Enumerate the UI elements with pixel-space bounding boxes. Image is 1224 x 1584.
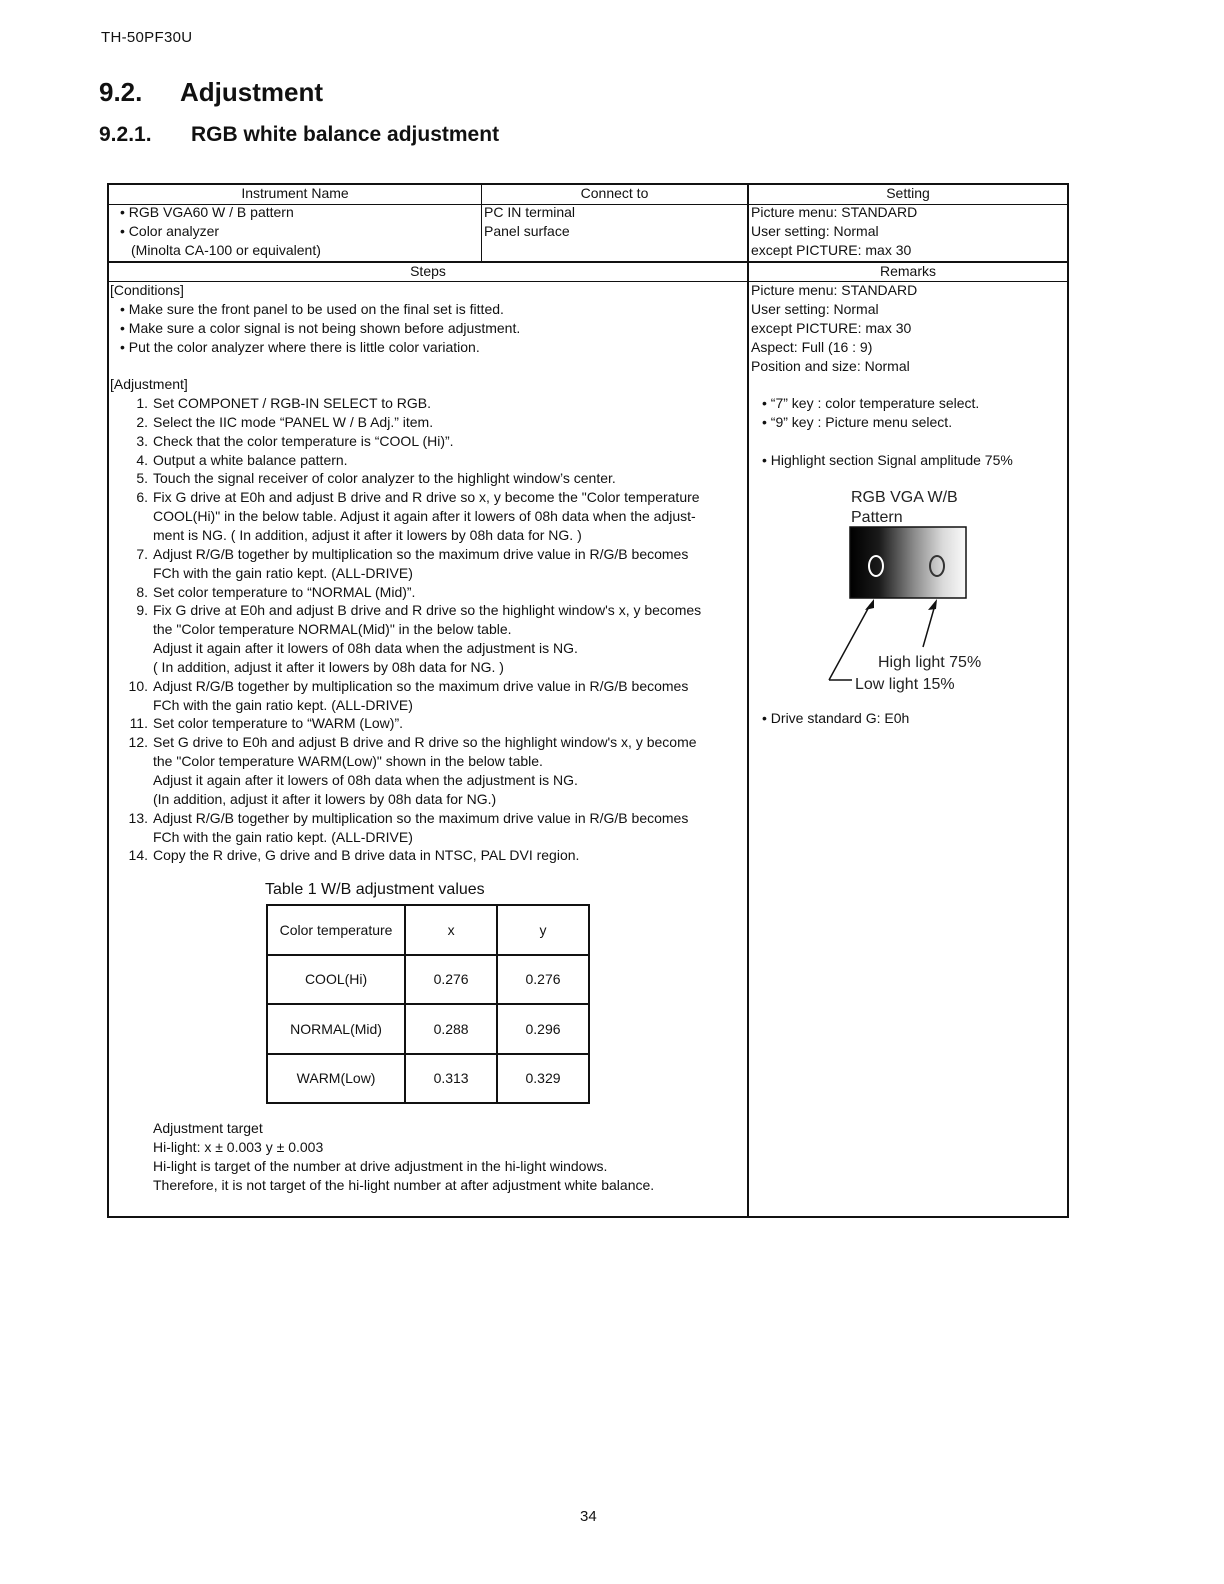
table-row bbox=[267, 1004, 589, 1054]
subsection-number: 9.2.1. bbox=[99, 123, 152, 146]
table-header-row bbox=[267, 905, 589, 955]
subsection-title: RGB white balance adjustment bbox=[191, 123, 500, 146]
target-line: Hi-light: x ± 0.003 y ± 0.003 bbox=[153, 1139, 324, 1155]
step-text: Check that the color temperature is “COOL (Hi)”. bbox=[153, 432, 454, 449]
table-cell: 0.276 bbox=[497, 955, 589, 1005]
instrument-name-header: Instrument Name bbox=[241, 185, 349, 201]
target-line: Therefore, it is not target of the hi-light number at after adjustment white balance. bbox=[153, 1177, 655, 1193]
setting-line: except PICTURE: max 30 bbox=[751, 242, 912, 258]
connect-line: PC IN terminal bbox=[484, 204, 576, 220]
table-cell: WARM(Low) bbox=[267, 1054, 405, 1104]
step-number: 4. bbox=[136, 451, 148, 468]
table-cell: 0.296 bbox=[497, 1004, 589, 1054]
setting-header: Setting bbox=[886, 185, 930, 201]
step-text: Adjust R/G/B together by multiplication so the maximum drive value in R/G/B becomes bbox=[153, 809, 689, 826]
remark-drive-standard: • Drive standard G: E0h bbox=[762, 710, 910, 726]
header-cell: y bbox=[497, 905, 589, 955]
conditions-label: [Conditions] bbox=[110, 282, 184, 298]
table-cell: COOL(Hi) bbox=[267, 955, 405, 1005]
low-arrow-head bbox=[865, 599, 874, 610]
step-number: 13. bbox=[128, 809, 148, 826]
connect-to-header: Connect to bbox=[580, 185, 649, 201]
step-text: Set COMPONET / RGB-IN SELECT to RGB. bbox=[153, 395, 431, 411]
step-text: Adjust it again after it lowers of 08h data when the adjustment is NG. bbox=[153, 640, 578, 657]
remark-setting: Position and size: Normal bbox=[751, 358, 910, 374]
page-number: 34 bbox=[580, 1508, 597, 1525]
step-number: 12. bbox=[128, 734, 148, 751]
table-cell: 0.276 bbox=[405, 955, 497, 1005]
condition-item: • Make sure a color signal is not being shown before adjustment. bbox=[120, 320, 521, 336]
step-number: 3. bbox=[136, 432, 148, 449]
step-number: 10. bbox=[128, 677, 148, 694]
remark-setting: Picture menu: STANDARD bbox=[751, 282, 918, 298]
step-number: 8. bbox=[136, 583, 148, 600]
step-text: ment is NG. ( In addition, adjust it after it lowers by 08h data for NG. ) bbox=[153, 526, 582, 543]
step-number: 1. bbox=[136, 395, 148, 411]
target-line: Adjustment target bbox=[153, 1120, 263, 1136]
step-text: ( In addition, adjust it after it lowers by 08h data for NG. ) bbox=[153, 658, 504, 675]
step-text: FCh with the gain ratio kept. (ALL-DRIVE) bbox=[153, 828, 413, 845]
header-cell: Color temperature bbox=[267, 905, 405, 955]
condition-item: • Put the color analyzer where there is little color variation. bbox=[120, 339, 480, 355]
low-light-label: Low light 15% bbox=[855, 676, 955, 693]
table-row bbox=[267, 955, 589, 1005]
step-text: Fix G drive at E0h and adjust B drive and R drive so the highlight window's x, y becomes bbox=[153, 602, 702, 619]
table-row bbox=[267, 1054, 589, 1104]
remark-key: • “7” key : color temperature select. bbox=[762, 395, 980, 411]
high-arrow-head bbox=[928, 599, 937, 610]
instrument-line: • Color analyzer bbox=[120, 223, 220, 239]
model-number: TH-50PF30U bbox=[101, 29, 193, 46]
header-cell: x bbox=[405, 905, 497, 955]
step-text: the "Color temperature NORMAL(Mid)" in the below table. bbox=[153, 621, 512, 638]
step-text: Adjust R/G/B together by multiplication so the maximum drive value in R/G/B becomes bbox=[153, 545, 689, 562]
remark-key: • “9” key : Picture menu select. bbox=[762, 414, 953, 430]
condition-item: • Make sure the front panel to be used on the final set is fitted. bbox=[120, 301, 504, 317]
setting-line: Picture menu: STANDARD bbox=[751, 204, 918, 220]
table-cell: NORMAL(Mid) bbox=[267, 1004, 405, 1054]
step-text: Select the IIC mode “PANEL W / B Adj.” item. bbox=[153, 413, 434, 430]
section-title: Adjustment bbox=[180, 77, 323, 107]
steps-header: Steps bbox=[410, 263, 446, 279]
figure-title-2: Pattern bbox=[851, 509, 903, 526]
table-cell: 0.313 bbox=[405, 1054, 497, 1104]
step-number: 2. bbox=[136, 413, 148, 430]
step-number: 6. bbox=[136, 489, 148, 506]
step-number: 14. bbox=[128, 847, 148, 864]
figure-title-1: RGB VGA W/B bbox=[851, 489, 958, 506]
adjustment-label: [Adjustment] bbox=[110, 376, 188, 392]
step-number: 7. bbox=[136, 545, 148, 562]
remarks-header: Remarks bbox=[879, 263, 936, 279]
high-arrow-line bbox=[923, 605, 935, 647]
step-text: Copy the R drive, G drive and B drive data in NTSC, PAL DVI region. bbox=[153, 847, 580, 864]
table-cell: 0.288 bbox=[405, 1004, 497, 1054]
wb-values-table bbox=[266, 904, 590, 1104]
setting-line: User setting: Normal bbox=[751, 223, 879, 239]
step-text: Adjust R/G/B together by multiplication so the maximum drive value in R/G/B becomes bbox=[153, 677, 689, 694]
remark-setting: User setting: Normal bbox=[751, 301, 879, 317]
remark-setting: Aspect: Full (16 : 9) bbox=[751, 339, 873, 355]
step-text: FCh with the gain ratio kept. (ALL-DRIVE) bbox=[153, 564, 413, 581]
step-text: (In addition, adjust it after it lowers by 08h data for NG.) bbox=[153, 790, 497, 807]
wb-pattern-figure bbox=[824, 486, 1044, 701]
step-number: 11. bbox=[129, 715, 148, 732]
step-number: 5. bbox=[136, 470, 148, 487]
step-text: Output a white balance pattern. bbox=[153, 451, 348, 468]
step-number: 9. bbox=[136, 602, 148, 619]
step-text: Touch the signal receiver of color analyzer to the highlight window’s center. bbox=[153, 470, 616, 487]
remark-setting: except PICTURE: max 30 bbox=[751, 320, 912, 336]
step-text: Set G drive to E0h and adjust B drive and R drive so the highlight window's x, y become bbox=[153, 734, 697, 751]
section-number: 9.2. bbox=[99, 77, 143, 107]
wb-table-caption: Table 1 W/B adjustment values bbox=[265, 881, 485, 898]
remark-highlight: • Highlight section Signal amplitude 75% bbox=[762, 452, 1013, 468]
instrument-line: (Minolta CA-100 or equivalent) bbox=[131, 242, 321, 258]
step-text: Fix G drive at E0h and adjust B drive and R drive so x, y become the "Color temperature bbox=[153, 489, 700, 506]
instrument-line: • RGB VGA60 W / B pattern bbox=[120, 204, 294, 220]
step-text: Adjust it again after it lowers of 08h data when the adjustment is NG. bbox=[153, 772, 578, 788]
table-cell: 0.329 bbox=[497, 1054, 589, 1104]
target-line: Hi-light is target of the number at drive adjustment in the hi-light windows. bbox=[153, 1158, 608, 1174]
low-arrow-line bbox=[829, 605, 870, 680]
step-text: Set color temperature to “NORMAL (Mid)”. bbox=[153, 583, 416, 600]
high-light-label: High light 75% bbox=[878, 654, 982, 671]
step-text: FCh with the gain ratio kept. (ALL-DRIVE) bbox=[153, 696, 413, 713]
gradient-pattern bbox=[850, 527, 966, 598]
connect-line: Panel surface bbox=[484, 223, 570, 239]
step-text: the "Color temperature WARM(Low)" shown in the below table. bbox=[153, 753, 543, 770]
step-text: COOL(Hi)" in the below table. Adjust it again after it lowers of 08h data when the adjust- bbox=[153, 508, 696, 525]
step-text: Set color temperature to “WARM (Low)”. bbox=[153, 715, 403, 732]
